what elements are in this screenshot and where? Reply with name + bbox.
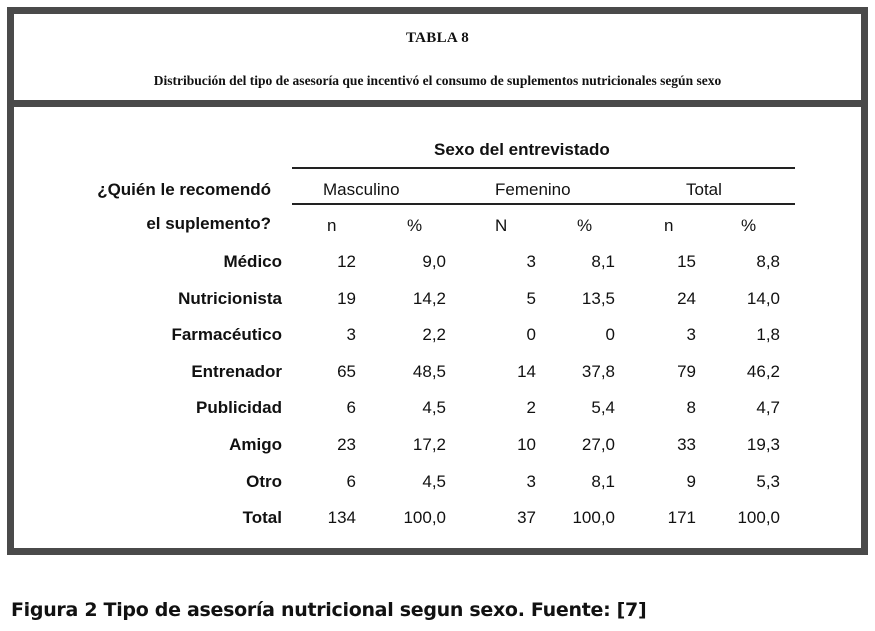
table-cell: 4,5 [422, 398, 446, 418]
table-cell: 27,0 [581, 435, 615, 454]
subheader-f-n: N [495, 216, 508, 235]
table-cell: 3 [346, 325, 356, 345]
table-cell: 19,3 [746, 435, 780, 454]
row-label: Farmacéutico [171, 325, 282, 345]
subheader-t-pct: % [741, 216, 757, 235]
table-cell: 2,2 [422, 325, 446, 345]
table-cell: 8 [686, 398, 696, 418]
table-cell: 8,8 [756, 252, 780, 271]
row-label: Publicidad [196, 398, 282, 418]
table-cell: 23 [337, 435, 356, 454]
table-cell: 100,0 [572, 508, 615, 528]
header-divider [14, 100, 861, 107]
row-label: Médico [223, 252, 282, 271]
table-cell: 65 [337, 361, 356, 381]
table-cell: 3 [526, 252, 536, 271]
subheader-m-n: n [327, 216, 337, 235]
table-cell: 14,2 [412, 288, 446, 308]
table-cell: 0 [526, 325, 536, 345]
table-cell: 4,5 [422, 471, 446, 491]
table-cell: 134 [327, 508, 356, 528]
table-cell: 100,0 [403, 508, 446, 528]
table-cell: 171 [667, 508, 696, 528]
subheader-m-pct: % [407, 216, 423, 235]
table-frame [7, 7, 868, 555]
table-cell: 1,8 [756, 325, 780, 345]
table-cell: 8,1 [591, 471, 615, 491]
table-cell: 4,7 [756, 398, 780, 418]
table-cell: 37 [517, 508, 536, 528]
row-label: Otro [246, 471, 282, 491]
table-cell: 79 [677, 361, 696, 381]
row-label: Entrenador [191, 361, 282, 381]
table-cell: 5,3 [756, 471, 780, 491]
table-header [14, 14, 861, 100]
table-cell: 17,2 [412, 435, 446, 454]
row-label: Total [242, 508, 282, 528]
group-header: Sexo del entrevistado [434, 140, 610, 159]
table-cell: 46,2 [746, 361, 780, 381]
row-header-line2: el suplemento? [146, 214, 271, 233]
table-title: TABLA 8 [405, 30, 470, 46]
table-cell: 37,8 [581, 361, 615, 381]
table-cell: 24 [677, 288, 696, 308]
table-cell: 2 [526, 398, 536, 418]
table-cell: 3 [526, 471, 536, 491]
table-cell: 5 [526, 288, 536, 308]
table-cell: 15 [677, 252, 696, 271]
table-cell: 10 [517, 435, 536, 454]
table-cell: 14,0 [746, 288, 780, 308]
table-cell: 5,4 [591, 398, 615, 418]
table-cell: 14 [517, 361, 536, 381]
subheader-t-n: n [664, 216, 674, 235]
row-label: Nutricionista [178, 288, 282, 308]
row-label: Amigo [229, 435, 282, 454]
group-total: Total [686, 180, 722, 199]
groups-rule [292, 203, 795, 205]
table-cell: 19 [337, 288, 356, 308]
table-cell: 33 [677, 435, 696, 454]
group-header-rule [292, 167, 795, 169]
table-cell: 100,0 [737, 508, 780, 528]
table-cell: 12 [337, 252, 356, 271]
table-caption: Distribución del tipo de asesoría que incentivó el consumo de suplementos nutricionales según sexo [153, 73, 722, 88]
figure-caption: Figura 2 Tipo de asesoría nutricional segun sexo. Fuente: [7] [11, 599, 647, 621]
table-cell: 3 [686, 325, 696, 345]
table-cell: 9 [686, 471, 696, 491]
table-cell: 48,5 [412, 361, 446, 381]
table-cell: 6 [346, 471, 356, 491]
group-masculino: Masculino [323, 180, 400, 199]
table-cell: 13,5 [581, 288, 615, 308]
subheader-f-pct: % [577, 216, 593, 235]
table-cell: 6 [346, 398, 356, 418]
table-cell: 9,0 [422, 252, 446, 271]
group-femenino: Femenino [495, 180, 571, 199]
table-cell: 0 [605, 325, 615, 345]
row-header-line1: ¿Quién le recomendó [97, 180, 271, 199]
data-table [14, 107, 861, 548]
table-cell: 8,1 [591, 252, 615, 271]
